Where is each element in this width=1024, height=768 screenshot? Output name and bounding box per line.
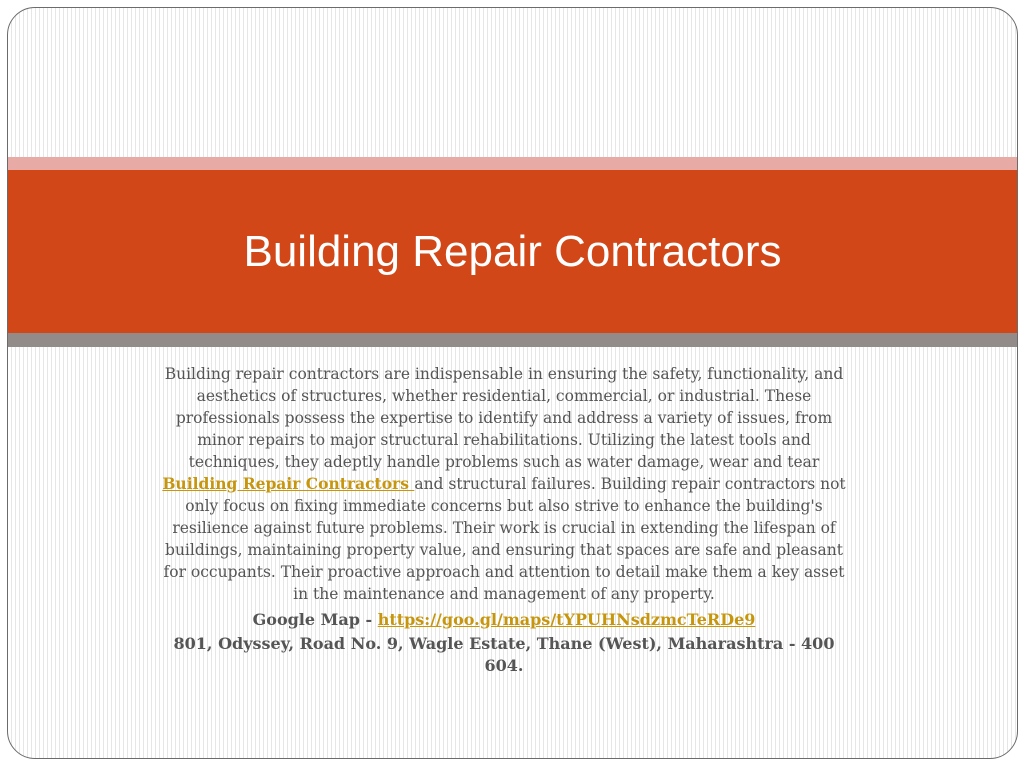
- slide-title: Building Repair Contractors: [243, 226, 782, 276]
- building-repair-contractors-link[interactable]: Building Repair Contractors: [162, 474, 415, 493]
- body-text-part2: and structural failures. Building repair contractors not only focus on fixing immediate concerns but also strive to enhance the building's resilience against future problems. Their work is crucial in extending the lifespan of buildings, maintaining property value, and ensuring that spaces are safe and pleasant for occupants. Their proactive approach and attention to detail make them a key asset in the maintenance and management of any property.: [163, 475, 846, 603]
- slide-body: [156, 363, 852, 677]
- body-text-part1: Building repair contractors are indispensable in ensuring the safety, functionality, and aesthetics of structures, whether residential, commercial, or industrial. These professionals possess the expertise to identify and address a variety of issues, from minor repairs to major structural rehabilitations. Utilizing the latest tools and techniques, they adeptly handle problems such as water damage, wear and tear: [164, 365, 844, 471]
- title-top-band: [8, 157, 1017, 170]
- body-paragraph: [156, 363, 852, 605]
- slide-frame: [7, 7, 1018, 759]
- google-map-label: Google Map -: [252, 610, 378, 629]
- title-bottom-band: [8, 333, 1017, 347]
- google-map-link[interactable]: https://goo.gl/maps/tYPUHNsdzmcTeRDe9: [377, 610, 756, 629]
- address: 801, Odyssey, Road No. 9, Wagle Estate, Thane (West), Maharashtra - 400 604.: [173, 634, 835, 675]
- title-bar: [8, 170, 1017, 333]
- google-map-line: [156, 607, 852, 633]
